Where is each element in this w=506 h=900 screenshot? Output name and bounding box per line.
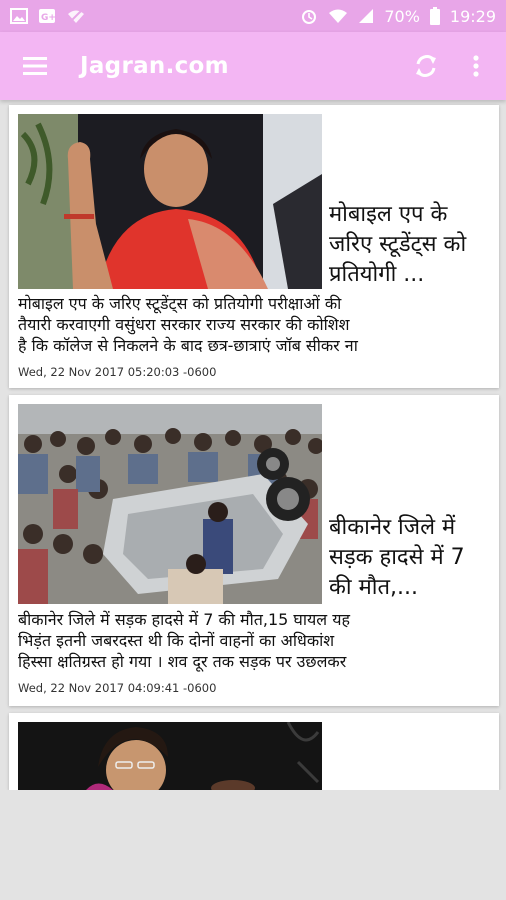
summary-line: भिड़ंत इतनी जबरदस्त थी कि दोनों वाहनों का अधिकांश bbox=[18, 631, 335, 650]
more-vert-icon bbox=[473, 55, 479, 77]
refresh-icon bbox=[412, 52, 440, 80]
article-thumbnail[interactable] bbox=[18, 722, 322, 790]
article-headline[interactable]: बीकानेर जिले में सड़क हादसे में 7 की मौत,... bbox=[329, 515, 465, 600]
summary-line: बीकानेर जिले में सड़क हादसे में 7 की मौत,15 घायल यह bbox=[18, 610, 351, 629]
article-summary bbox=[18, 609, 492, 672]
battery-icon bbox=[430, 7, 440, 25]
status-left-icons bbox=[10, 8, 86, 24]
status-right-icons bbox=[300, 7, 496, 26]
app-bar bbox=[0, 32, 506, 100]
article-thumbnail[interactable] bbox=[18, 404, 322, 604]
app-bar-actions bbox=[408, 48, 494, 84]
summary-line: तैयारी करवाएगी वसुंधरा सरकार राज्य सरकार की कोशिश bbox=[18, 315, 350, 334]
menu-button[interactable] bbox=[18, 49, 52, 83]
photo-woman-dark-background bbox=[18, 722, 322, 790]
summary-line: है कि कॉलेज से निकलने के बाद छत्र-छात्राएं जॉब सीकर ना bbox=[18, 336, 358, 355]
news-feed[interactable] bbox=[0, 100, 506, 790]
signal-icon bbox=[358, 8, 374, 24]
article-date: Wed, 22 Nov 2017 05:20:03 -0600 bbox=[18, 365, 217, 379]
photo-crowd-overturned-car bbox=[18, 404, 322, 604]
summary-line: हिस्सा क्षतिग्रस्त हो गया । शव दूर तक सड़क पर उछलकर bbox=[18, 652, 347, 671]
article-date: Wed, 22 Nov 2017 04:09:41 -0600 bbox=[18, 681, 217, 695]
wifi-icon bbox=[328, 8, 348, 24]
clock: 19:29 bbox=[449, 6, 496, 26]
wifi-off-icon bbox=[66, 8, 86, 24]
article-thumbnail[interactable] bbox=[18, 114, 322, 289]
news-card[interactable] bbox=[9, 395, 499, 706]
status-bar bbox=[0, 0, 506, 32]
alarm-icon bbox=[300, 7, 318, 25]
svg-text:G+: G+ bbox=[41, 13, 56, 23]
image-icon bbox=[10, 8, 28, 24]
article-headline[interactable]: मोबाइल एप के जरिए स्टूडेंट्स को प्रतियोगी ... bbox=[329, 202, 467, 287]
refresh-button[interactable] bbox=[408, 48, 444, 84]
overflow-menu-button[interactable] bbox=[458, 48, 494, 84]
summary-line: मोबाइल एप के जरिए स्टूडेंट्स को प्रतियोगी परीक्षाओं की bbox=[18, 294, 342, 313]
news-card[interactable] bbox=[9, 105, 499, 388]
photo-woman-red-sari bbox=[18, 114, 322, 289]
battery-percent: 70% bbox=[384, 6, 420, 26]
google-plus-icon bbox=[38, 8, 56, 24]
news-card[interactable] bbox=[9, 713, 499, 790]
app-title: Jagran.com bbox=[80, 53, 229, 79]
article-summary bbox=[18, 293, 492, 356]
empty-background bbox=[0, 790, 506, 900]
hamburger-icon bbox=[23, 57, 47, 75]
